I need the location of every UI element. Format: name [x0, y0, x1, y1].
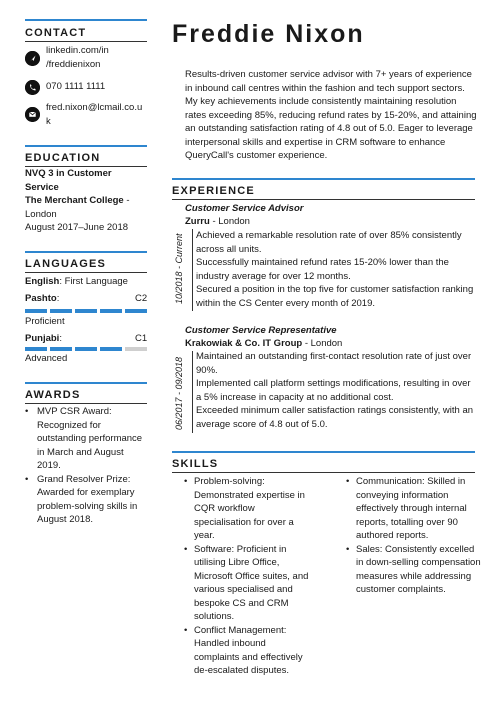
awards-divider	[25, 403, 147, 404]
phone-number[interactable]: 070 1111 1111	[46, 81, 106, 92]
job-company: Zurru	[185, 216, 210, 227]
email-line2: k	[46, 115, 51, 127]
job-bullet: Maintained an outstanding first-contact resolution rate of just over 90%.	[196, 351, 472, 376]
level-segment	[50, 309, 72, 313]
contact-accent-bar	[25, 19, 147, 21]
level-segment	[25, 309, 47, 313]
job-title: Customer Service Advisor	[185, 203, 304, 214]
punjabi-level-bar	[25, 347, 147, 351]
education-entry	[25, 167, 150, 235]
awards-heading: AWARDS	[25, 389, 81, 401]
skill-item: • Software: Proficient in utilising Libre Office, Microsoft Office suites, and various specialised and bespoke CS and CRM solutions.	[184, 543, 312, 624]
contact-heading: CONTACT	[25, 27, 87, 39]
school-name: The Merchant College	[25, 195, 124, 206]
skills-heading: SKILLS	[172, 458, 219, 470]
level-segment	[125, 347, 147, 351]
job-bullet: Exceeded minimum caller satisfaction ratings consistently, with an average score of 4.8 out of 5.0.	[196, 405, 474, 430]
job-bullet: Implemented call platform settings modifications, resulting in over a 5% increase in capacity at no additional cost.	[196, 378, 471, 403]
job-bullet: Achieved a remarkable resolution rate of over 85% consistently across all units.	[196, 230, 462, 255]
level-segment	[25, 347, 47, 351]
punjabi-label: Punjabi	[25, 333, 60, 344]
email-icon	[25, 107, 40, 122]
job-dates: 10/2018 - Current	[174, 233, 184, 304]
skill-item: • Communication: Skilled in conveying information effectively through internal reports, totalling over 90 authored reports.	[346, 475, 481, 543]
job-company-line	[185, 337, 342, 351]
skills-accent-bar	[172, 451, 475, 453]
skill-item: • Sales: Consistently excelled in down-selling compensation measures while addressing customer complaints.	[346, 543, 481, 597]
level-segment	[50, 347, 72, 351]
punjabi-colon: :	[59, 333, 62, 344]
school-city: London	[25, 208, 57, 220]
english-level: : First Language	[59, 276, 128, 287]
skill-item: • Problem-solving: Demonstrated expertise in CQR workflow specialisation for over a year.	[184, 475, 312, 543]
job-company: Krakowiak & Co. IT Group	[185, 338, 303, 349]
awards-accent-bar	[25, 382, 147, 384]
linkedin-link[interactable]	[46, 44, 109, 71]
job-timeline-line	[192, 351, 193, 433]
job-bullet: Secured a position in the top five for customer satisfaction ranking within the CS Center every month of 2019.	[196, 284, 474, 309]
job-bullets	[196, 229, 478, 310]
contact-divider	[25, 41, 147, 42]
email-line1: fred.nixon@lcmail.co.u	[46, 102, 143, 113]
job-dates: 06/2017 - 09/2018	[174, 356, 184, 430]
pashto-colon: :	[56, 293, 60, 304]
job-bullets	[196, 350, 478, 431]
experience-accent-bar	[172, 178, 475, 180]
linkedin-line1: linkedin.com/in	[46, 45, 109, 56]
language-english	[25, 275, 128, 289]
language-pashto-name	[25, 292, 59, 306]
award-item: • MVP CSR Award: Recognized for outstanding performance in March and August 2019.	[25, 405, 143, 473]
email-link[interactable]	[46, 101, 142, 128]
linkedin-line2: /freddienixon	[46, 58, 101, 70]
education-dates: August 2017–June 2018	[25, 222, 129, 233]
pashto-level: Proficient	[25, 316, 65, 327]
page-title: Freddie Nixon	[172, 20, 365, 48]
skills-list-col2	[346, 475, 481, 597]
job-company-line	[185, 215, 250, 229]
education-heading: EDUCATION	[25, 152, 101, 164]
school-separator: -	[123, 195, 130, 206]
experience-divider	[172, 199, 475, 200]
job-location: - London	[209, 216, 250, 227]
level-segment	[100, 347, 122, 351]
linkedin-icon	[25, 51, 40, 66]
education-accent-bar	[25, 145, 147, 147]
language-punjabi-name	[25, 332, 62, 346]
languages-accent-bar	[25, 251, 147, 253]
level-segment	[125, 309, 147, 313]
job-title: Customer Service Representative	[185, 325, 337, 336]
school-line	[25, 194, 150, 208]
pashto-level-bar	[25, 309, 147, 313]
job-location: - London	[302, 338, 343, 349]
level-segment	[75, 309, 97, 313]
skill-item: • Conflict Management: Handled inbound complaints and effectively de-escalated disputes.	[184, 624, 312, 678]
awards-list	[25, 405, 143, 527]
languages-heading: LANGUAGES	[25, 258, 107, 270]
level-segment	[100, 309, 122, 313]
phone-icon	[25, 80, 40, 95]
degree-line1: NVQ 3 in Customer	[25, 168, 112, 179]
job-timeline-line	[192, 229, 193, 311]
punjabi-level: Advanced	[25, 353, 68, 364]
punjabi-code: C1	[135, 333, 148, 344]
degree-line2: Service	[25, 181, 59, 193]
job-bullet: Successfully maintained refund rates 15-20% lower than the industry average for over 12 months.	[196, 257, 449, 282]
english-name: English	[25, 276, 60, 287]
pashto-label: Pashto	[25, 293, 57, 304]
award-item: • Grand Resolver Prize: Awarded for exemplary problem-solving skills in August 2018.	[25, 473, 143, 527]
experience-heading: EXPERIENCE	[172, 185, 255, 197]
languages-divider	[25, 272, 147, 273]
level-segment	[75, 347, 97, 351]
pashto-code: C2	[135, 293, 148, 304]
summary-text: Results-driven customer service advisor with 7+ years of experience in inbound call centres within the fashion and tech support sectors. My key achievements include consistently maintaining resolution rates exceeding 85%, reducing refund rates by 15-20%, and attaining an outstanding satisfaction rating of 4.8 out of 5.0. Eager to leverage interpersonal skills and expertise in CRM software to enhance QueryCall's customer experience.	[185, 69, 477, 161]
skills-list-col1	[184, 475, 312, 678]
skills-divider	[172, 472, 475, 473]
